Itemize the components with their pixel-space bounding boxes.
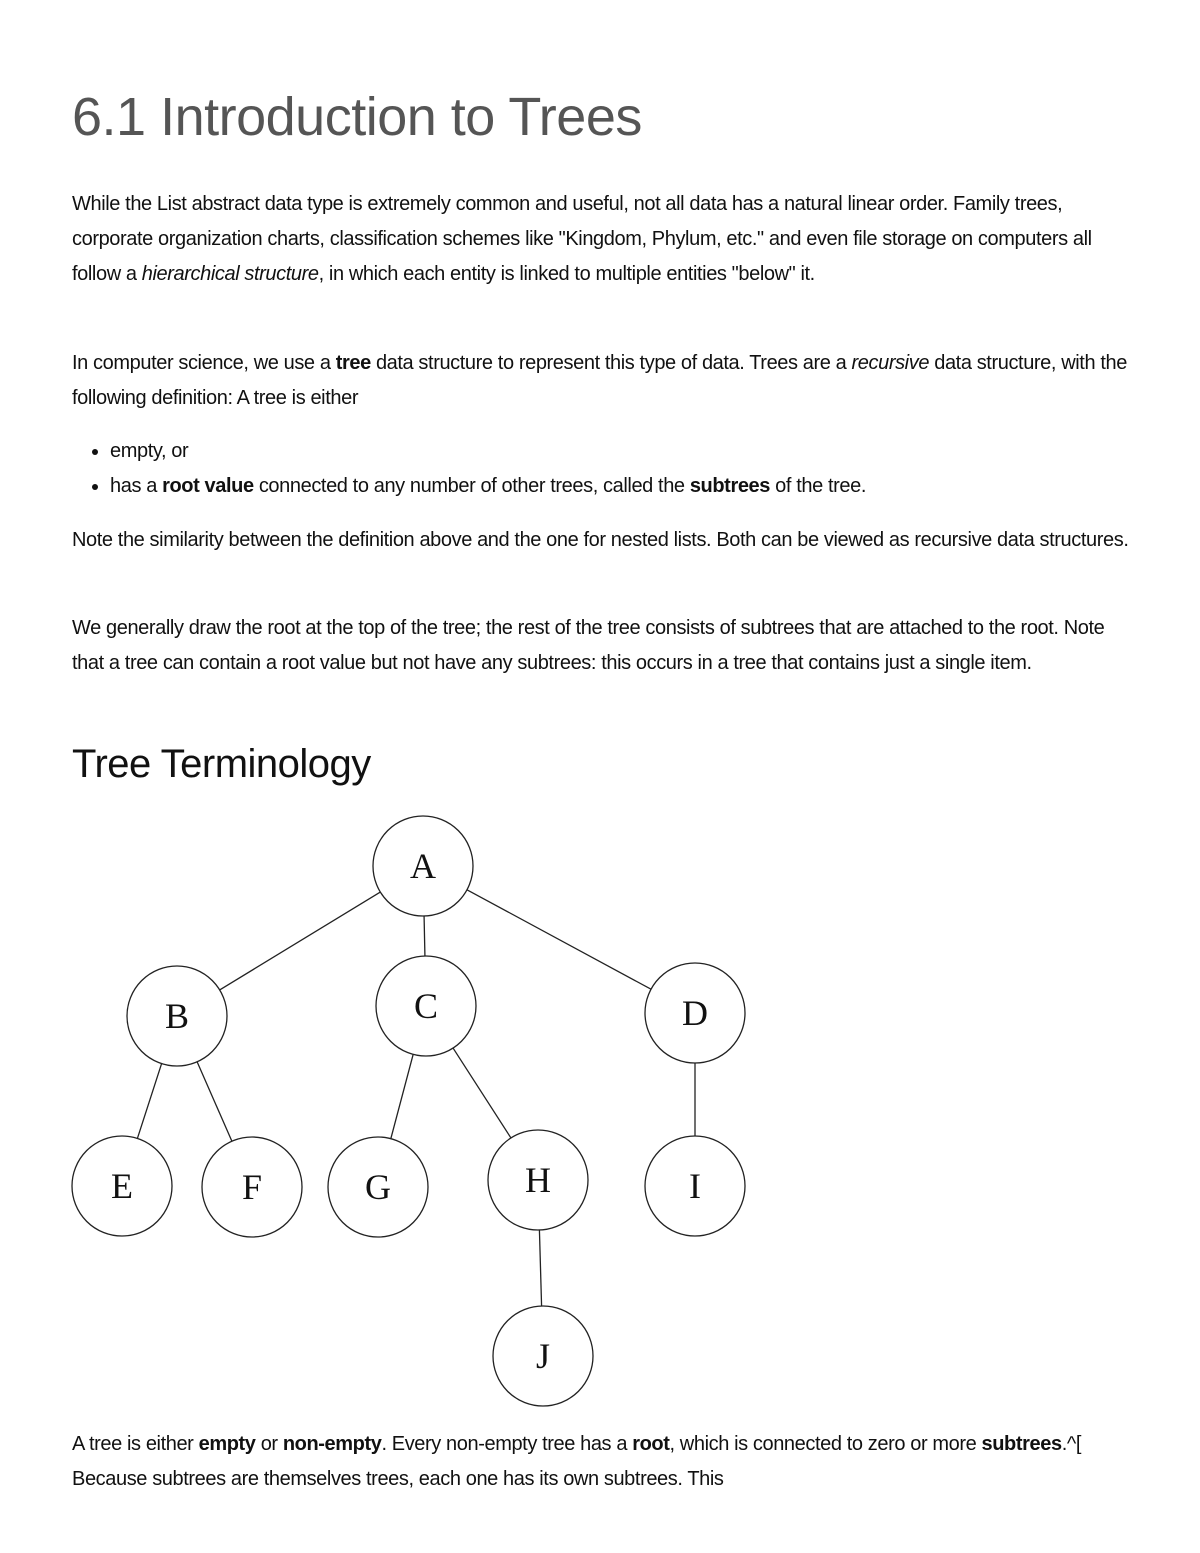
bold-tree: tree xyxy=(335,352,371,374)
node-label: I xyxy=(689,1166,701,1206)
tree-edge-a-d xyxy=(467,890,651,989)
node-label: G xyxy=(365,1167,391,1207)
node-label: D xyxy=(682,993,708,1033)
text-run: A tree is either xyxy=(72,1433,199,1455)
node-label: J xyxy=(535,1336,551,1376)
text-run: has a xyxy=(110,475,163,497)
page-title: 6.1 Introduction to Trees xyxy=(72,87,642,147)
tree-node-a xyxy=(373,816,473,916)
text-run: connected to any number of other trees, called the xyxy=(253,475,690,497)
tree-edge-a-b xyxy=(220,892,381,990)
bold-subtrees: subtrees xyxy=(981,1433,1062,1455)
bold-root-value: root value xyxy=(162,475,254,497)
text-run: data structure to represent this type of data. Trees are a xyxy=(370,352,852,374)
node-label: B xyxy=(164,996,190,1036)
text-run: , in which each entity is linked to multiple entities "below" it. xyxy=(318,263,815,285)
text-run: While the List abstract data type is extremely common and useful, not all data has a natural linear order. Family trees, corporate organization charts, classification schemes like "Kingdom, Phylum, etc." and even file storage on computers all follow a xyxy=(72,193,1092,285)
intro-paragraph-3: Note the similarity between the definition above and the one for nested lists. Both can be viewed as recursive data structures. xyxy=(72,529,1129,551)
section-heading: Tree Terminology xyxy=(72,742,371,786)
text-run: of the tree. xyxy=(770,475,866,497)
tree-node-j xyxy=(493,1306,593,1406)
tree-edge-h-j xyxy=(539,1230,541,1306)
tree-edge-c-h xyxy=(453,1048,511,1138)
text-run: In computer science, we use a xyxy=(72,352,336,374)
tree-edges xyxy=(137,890,695,1306)
tree-node-e xyxy=(72,1136,172,1236)
text-run: , which is connected to zero or more xyxy=(669,1433,982,1455)
tree-edge-c-g xyxy=(391,1054,413,1138)
tree-edge-b-e xyxy=(137,1064,161,1139)
tree-node-d xyxy=(645,963,745,1063)
tree-node-f xyxy=(202,1137,302,1237)
node-label: F xyxy=(241,1167,263,1207)
intro-paragraph-4: We generally draw the root at the top of the tree; the rest of the tree consists of subtrees that are attached to the root. Note that a tree can contain a root value but not have any subtrees: this occurs in a tree that contains just a single item. xyxy=(72,617,1105,674)
text-run: . Every non-empty tree has a xyxy=(381,1433,633,1455)
text-run: empty, or xyxy=(110,440,189,462)
emphasis-hierarchical-structure: hierarchical structure xyxy=(141,263,319,285)
bold-empty: empty xyxy=(198,1433,256,1455)
node-label: A xyxy=(410,846,436,886)
tree-node-h xyxy=(488,1130,588,1230)
tree-node-b xyxy=(127,966,227,1066)
emphasis-recursive: recursive xyxy=(851,352,930,374)
text-run: data structure, with the following definition: A tree is either xyxy=(72,352,1127,409)
text-run: or xyxy=(255,1433,283,1455)
node-label: H xyxy=(525,1160,551,1200)
node-label: E xyxy=(111,1166,133,1206)
tree-node-i xyxy=(645,1136,745,1236)
tree-edge-a-c xyxy=(424,916,425,956)
tree-node-c xyxy=(376,956,476,1056)
bold-non-empty: non-empty xyxy=(282,1433,382,1455)
text-run: .^[ Because subtrees are themselves trees, each one has its own subtrees. This xyxy=(72,1433,1081,1490)
tree-node-g xyxy=(328,1137,428,1237)
bold-subtrees: subtrees xyxy=(689,475,770,497)
bold-root: root xyxy=(632,1433,670,1455)
node-label: C xyxy=(413,986,439,1026)
tree-edge-b-f xyxy=(197,1062,232,1141)
tree-nodes xyxy=(72,816,745,1406)
